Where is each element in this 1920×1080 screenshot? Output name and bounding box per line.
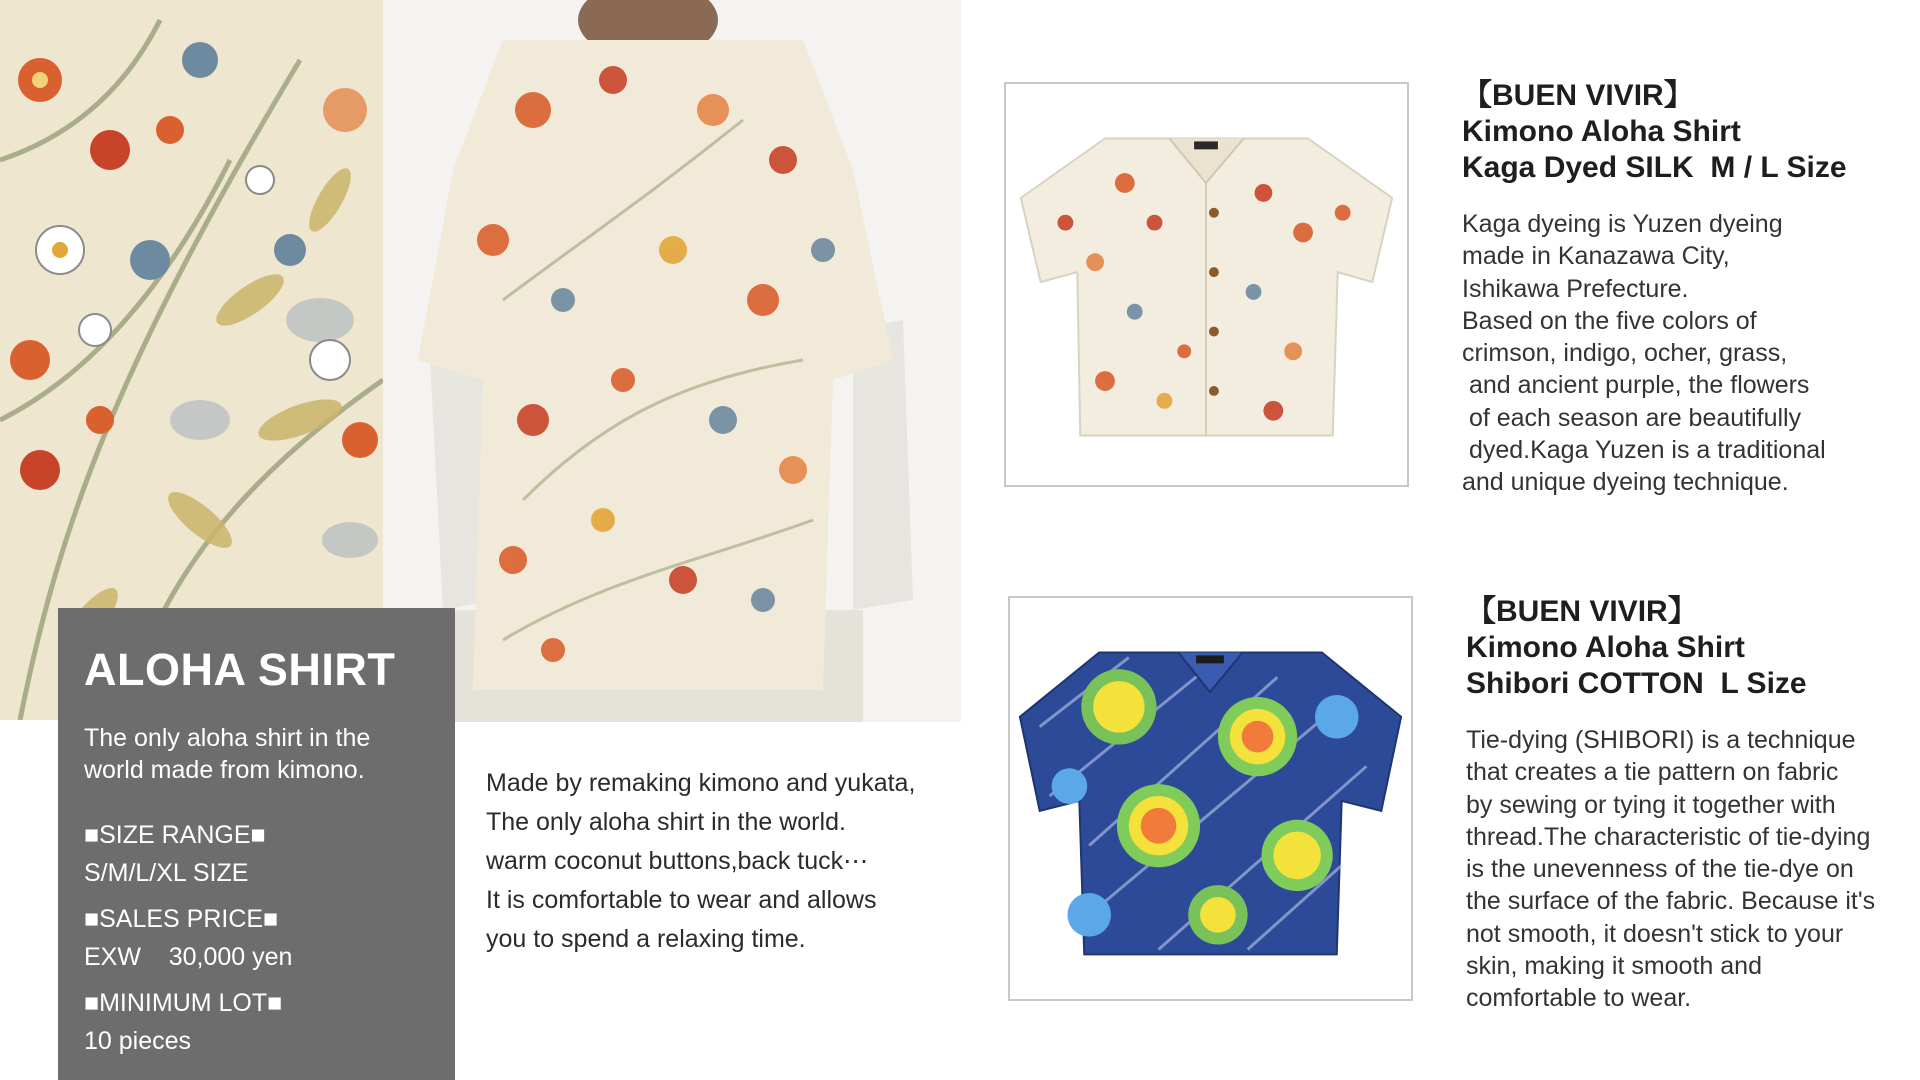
product-title-line1: Kimono Aloha Shirt — [1466, 631, 1745, 664]
product-description-text: Kaga dyeing is Yuzen dyeing made in Kanazawa City, Ishikawa Prefecture. Based on the five colors of crimson, indigo, ocher, grass, and ancient purple, the flowers of each season are beautifully dyed.Kaga Yuzen is a traditional and unique dyeing technique. — [1462, 210, 1826, 497]
product-description: Made by remaking kimono and yukata, The only aloha shirt in the world. warm coconut buttons,back tuck⋯ It is comfortable to wear and allows you to spend a relaxing time. — [486, 769, 916, 953]
brand-label: 【BUEN VIVIR】 — [1462, 79, 1694, 112]
size-heading: ■SIZE RANGE■ — [84, 821, 266, 849]
price-value: EXW 30,000 yen — [84, 943, 293, 971]
info-subtitle: The only aloha shirt in the world made from kimono. — [84, 724, 371, 784]
lot-value: 10 pieces — [84, 1027, 192, 1055]
model-back-photo — [383, 0, 961, 722]
product-title-line1: Kimono Aloha Shirt — [1462, 115, 1741, 148]
info-panel — [58, 608, 455, 1080]
info-title: ALOHA SHIRT — [84, 644, 396, 695]
product-kaga-silk-text — [1462, 78, 1912, 499]
lot-heading: ■MINIMUM LOT■ — [84, 989, 283, 1017]
product-title-line2: Kaga Dyed SILK M / L Size — [1462, 151, 1847, 184]
product-image-kaga-silk — [1004, 82, 1409, 487]
product-description-text: Tie-dying (SHIBORI) is a technique that creates a tie pattern on fabric by sewing or tying it together with thread.The characteristic of tie-dying is the unevenness of the tie-dye on the surface of the fabric. Because it's not smooth, it doesn't stick to your skin, making it smooth and comfortable to wear. — [1466, 726, 1876, 1013]
price-heading: ■SALES PRICE■ — [84, 905, 279, 933]
product-title-line2: Shibori COTTON L Size — [1466, 667, 1807, 700]
product-shibori-cotton-text — [1466, 594, 1916, 1015]
product-image-shibori-cotton — [1008, 596, 1413, 1001]
size-value: S/M/L/XL SIZE — [84, 859, 249, 887]
brand-label: 【BUEN VIVIR】 — [1466, 595, 1698, 628]
